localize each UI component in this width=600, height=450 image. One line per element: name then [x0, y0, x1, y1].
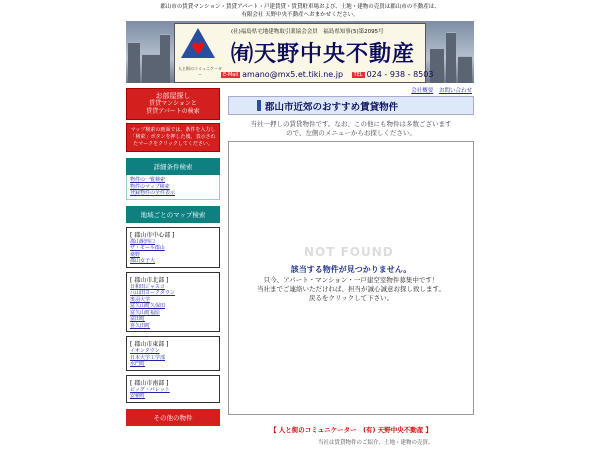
area-group-central [126, 227, 220, 268]
intro-paragraph [228, 120, 474, 138]
company-card [174, 23, 434, 83]
sidebar [126, 88, 220, 426]
heading-bar [257, 100, 261, 111]
area-group-east [126, 336, 220, 371]
not-found-image: NOT FOUND [304, 245, 394, 259]
header-banner [126, 21, 474, 83]
area-group-south [126, 375, 220, 403]
room-search-sub-2: 賃貸アパートの検索 [146, 108, 200, 115]
area-link[interactable]: 富久山町久保田 [130, 303, 166, 309]
main-content [228, 88, 474, 446]
area-group-title: [ 郡山市北部 ] [130, 276, 169, 284]
area-link[interactable]: 奥羽大学 [130, 296, 151, 303]
company-name: ㈲天野中央不動産 [231, 42, 416, 67]
area-link[interactable]: 日和田ジャスコ [130, 283, 165, 290]
detail-links [126, 175, 220, 200]
intro-text [126, 3, 474, 19]
page-wrapper [126, 0, 474, 450]
not-found-message [229, 276, 473, 303]
email-address[interactable]: amano@mx5.et.tiki.ne.jp [242, 70, 344, 79]
area-group-title: [ 郡山市南部 ] [130, 379, 169, 387]
area-link[interactable]: 富田町 [130, 316, 146, 322]
results-box [228, 141, 474, 415]
area-group-north [126, 272, 220, 333]
not-found-title: 該当する物件が見つかりません。 [290, 265, 412, 274]
intro-paragraph-line-1: 当社一押しの賃貸物件です。なお、この他にも物件は多数ございます [250, 120, 452, 128]
all-properties-link[interactable]: 登録物件の全件表示 [130, 190, 176, 196]
heart-icon: ♥ [190, 39, 206, 58]
room-search-title: お部屋探し [155, 92, 191, 100]
area-link[interactable]: 郡山駅西口 [130, 238, 156, 245]
area-link[interactable]: 桑野 [130, 251, 141, 258]
room-search-box[interactable] [126, 88, 220, 120]
tel-tag: TEL [353, 71, 363, 78]
footer-heading: 【 人と街のコミュニケーター (有) 天野中央不動産 】 [269, 426, 433, 434]
detail-search-header: 詳細条件検索 [126, 158, 220, 175]
not-found-line-2: 当社までご連絡いただければ、担当が誠心誠意お探し致します。 [257, 285, 445, 293]
area-link[interactable]: 八山田ヨークタウン [130, 290, 175, 296]
association-text: (社)福島県宅地建物取引業協会会員 福島県知事(5)第2095号 [231, 29, 384, 35]
section-heading [228, 96, 474, 115]
logo-caption: 人と街のコミュニケーター [178, 66, 222, 77]
area-link[interactable]: 富久山町福原 [130, 309, 161, 316]
contact-line [221, 70, 433, 79]
footer-text: 当社は賃貸物件のご紹介、土地・建物の売買、 [318, 440, 434, 446]
page-title: 郡山市近郊のおすすめ賃貸物件 [265, 102, 399, 113]
area-group-title: [ 郡山市東部 ] [130, 341, 169, 348]
contact-link[interactable]: お問い合わせ [438, 88, 472, 94]
area-link[interactable]: ビッグ・パレット [130, 386, 170, 393]
company-profile-link[interactable]: 会社概要 [411, 88, 434, 94]
room-search-sub-1: 賃貸マンションと [149, 100, 197, 107]
intro-line-1: 郡山市の賃貸マンション・賃貸アパート・戸建賃貸・賃貸駐車場および、土地・建物の売買は郡山市の不動産は、 [160, 4, 440, 10]
other-properties-button[interactable]: その他の物件 [126, 409, 220, 426]
company-logo [178, 28, 222, 78]
area-link[interactable]: 水門町 [130, 361, 146, 367]
not-found-line-1: 只今、アパート・マンション・一戸建空室物件募集中です！ [263, 276, 439, 284]
map-search-link[interactable]: 物件のマップ検索 [130, 183, 170, 190]
area-link[interactable]: 郡山女子大 [130, 258, 156, 264]
area-link[interactable]: ザ・モール郡山 [130, 245, 165, 251]
intro-line-2: 有限会社 天野中央不動産へおまかせください。 [241, 12, 359, 18]
list-search-link[interactable]: 物件の一覧検索 [130, 177, 166, 183]
not-found-line-3: 戻るをクリックして下さい。 [308, 294, 394, 302]
map-search-description: マップ検索の画面では、条件を入力し「検索」ボタンを押した後、表示されたマークをクリックしてください。 [126, 123, 220, 152]
area-link[interactable]: 日本大学工学部 [130, 354, 166, 361]
area-group-title: [ 郡山市中心部 ] [130, 231, 175, 239]
area-link[interactable]: 安積町 [130, 393, 146, 399]
area-link[interactable]: 喜久田町 [130, 322, 151, 329]
area-link[interactable]: イオンタウン [130, 348, 160, 354]
intro-paragraph-line-2: ので、左側のメニューからお探しください。 [286, 129, 416, 137]
area-search-header: 地域ごとのマップ検索 [126, 206, 220, 223]
email-tag: E-Mail [223, 71, 239, 78]
tel-number: 024 - 938 - 8503 [366, 70, 434, 79]
